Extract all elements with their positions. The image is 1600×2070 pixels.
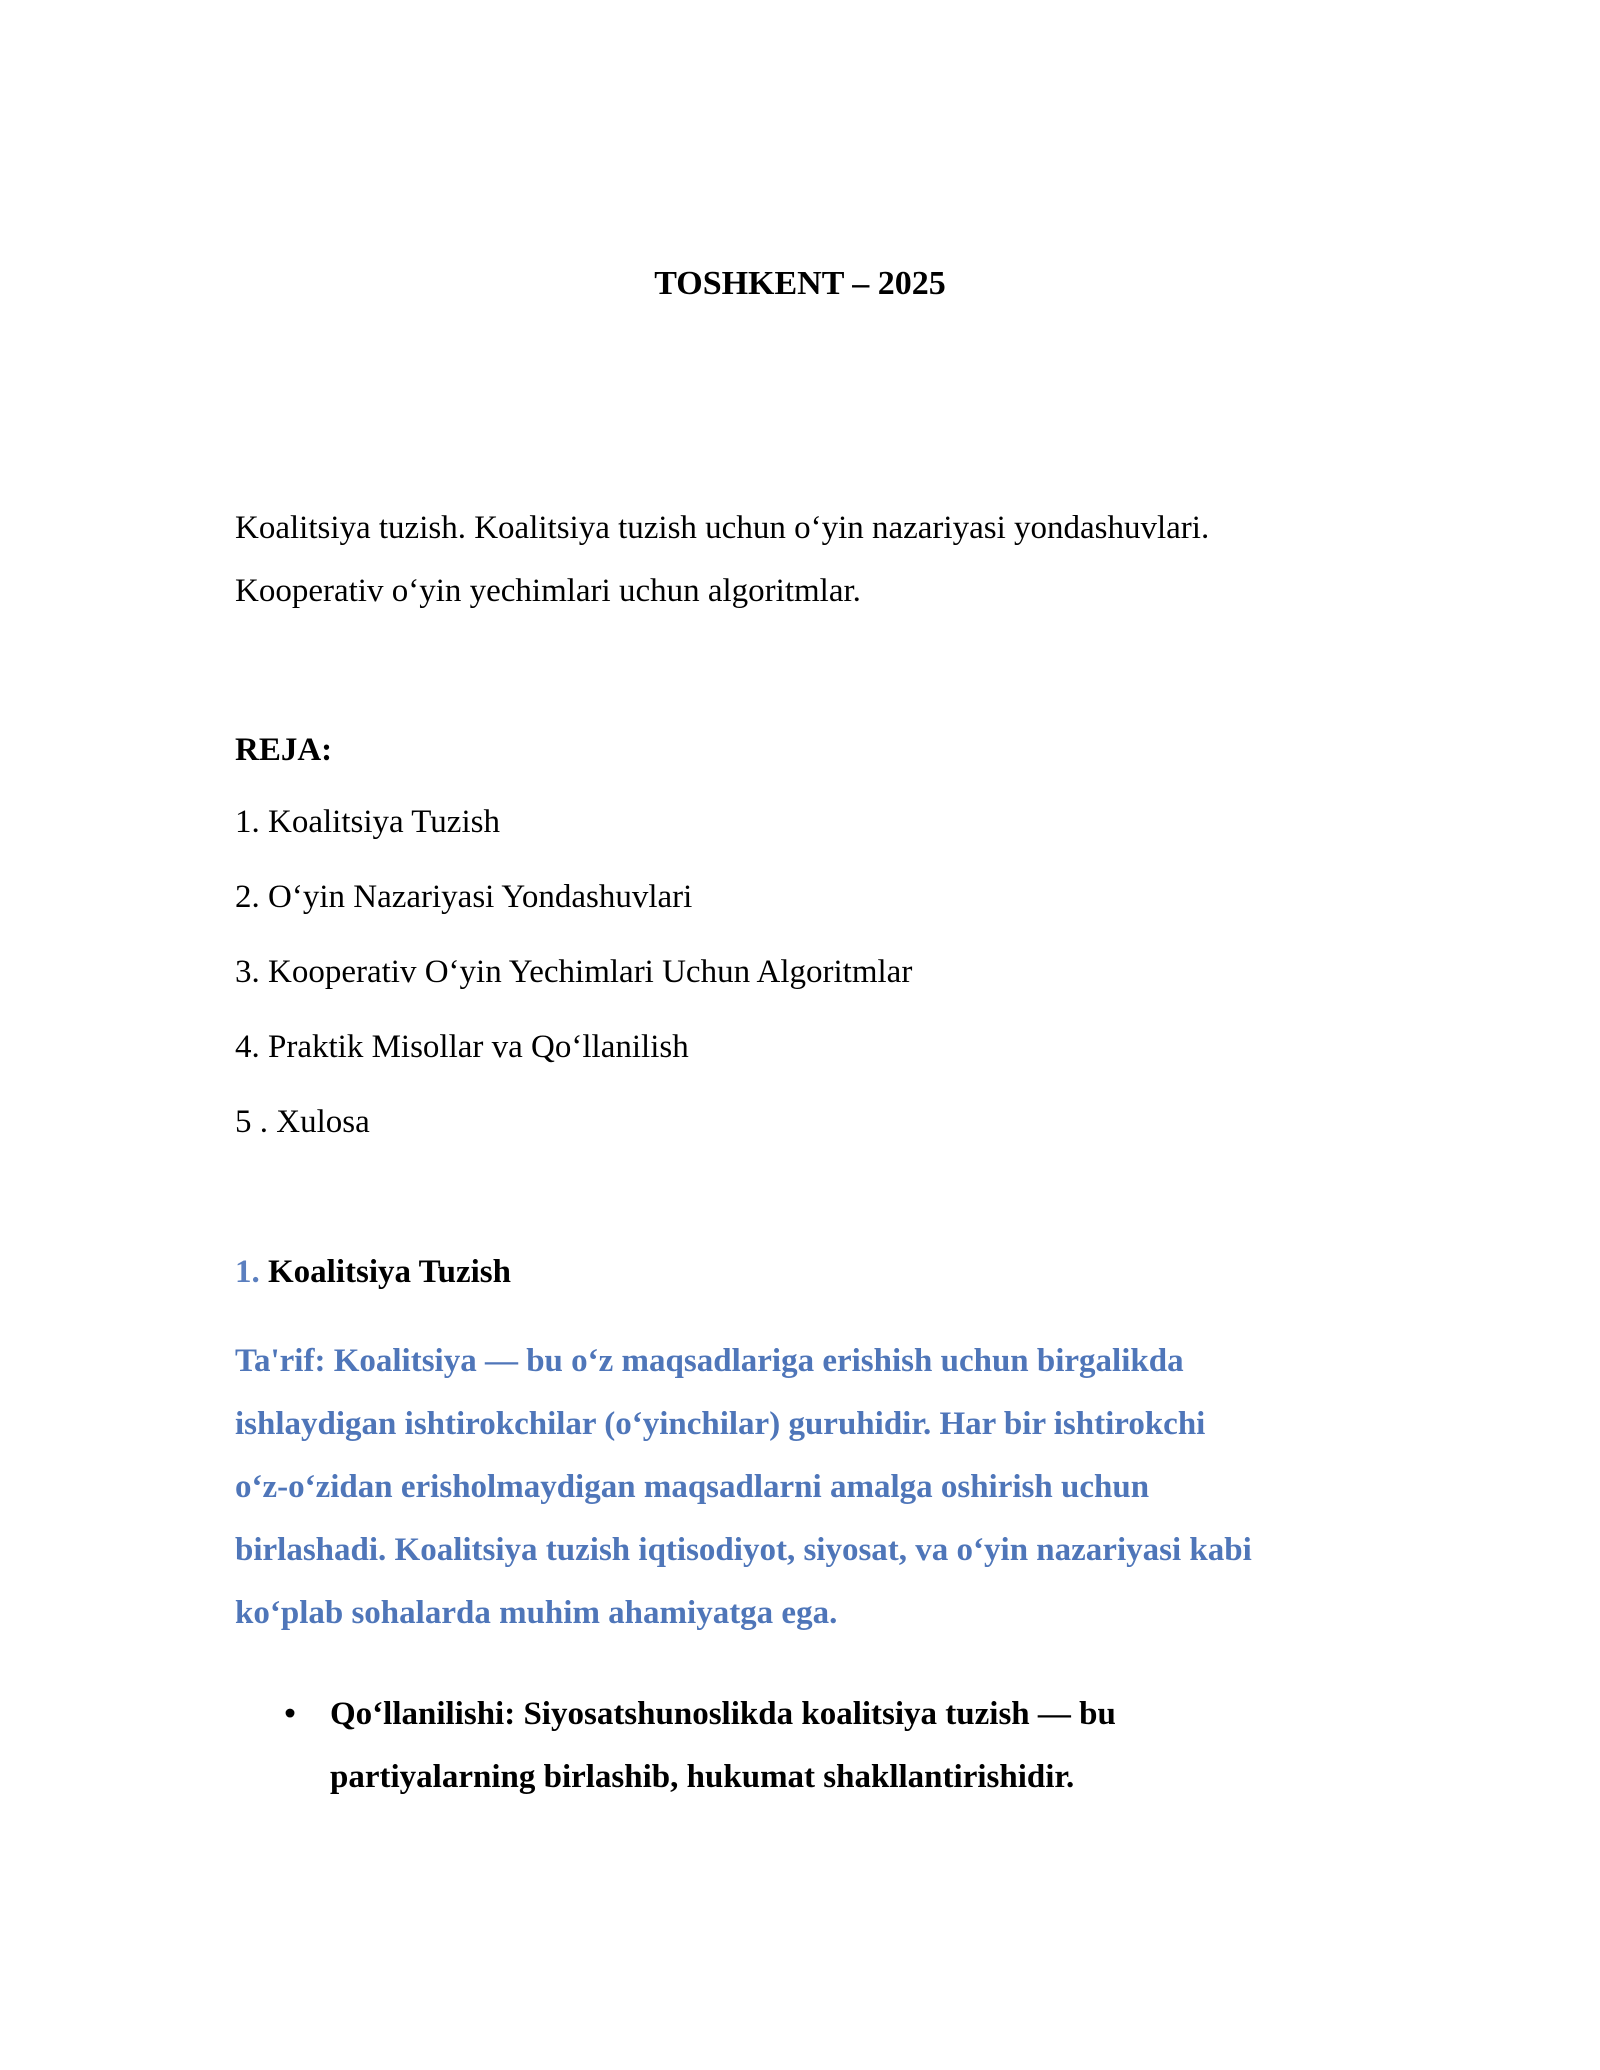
bullet-dot-icon: • xyxy=(284,1696,296,1732)
section-number: 1. xyxy=(235,1254,260,1290)
section-title: Koalitsiya Tuzish xyxy=(259,1254,512,1290)
plan-list xyxy=(235,800,912,1175)
definition-paragraph xyxy=(235,1330,1395,1645)
definition-line: o‘z-o‘zidan erisholmaydigan maqsadlarni amalga oshirish uchun xyxy=(235,1469,1150,1505)
bullet-item xyxy=(280,1683,1340,1809)
bullet-line: partiyalarning birlashib, hukumat shakllantirishidir. xyxy=(330,1759,1075,1795)
plan-item: 3. Kooperativ O‘yin Yechimlari Uchun Algoritmlar xyxy=(235,954,913,990)
definition-line: birlashadi. Koalitsiya tuzish iqtisodiyot, siyosat, va o‘yin nazariyasi kabi xyxy=(235,1532,1252,1568)
plan-item: 1. Koalitsiya Tuzish xyxy=(235,804,500,840)
city-year-title: TOSHKENT – 2025 xyxy=(654,265,946,302)
definition-line: ishlaydigan ishtirokchilar (o‘yinchilar) guruhidir. Har bir ishtirokchi xyxy=(235,1406,1206,1442)
definition-line: ko‘plab sohalarda muhim ahamiyatga ega. xyxy=(235,1595,838,1631)
bullet-line: Qo‘llanilishi: Siyosatshunoslikda koalitsiya tuzish — bu xyxy=(330,1696,1116,1732)
topic-title xyxy=(235,497,1435,623)
bullet-text xyxy=(330,1683,1340,1809)
definition-line: Ta'rif: Koalitsiya — bu o‘z maqsadlariga erishish uchun birgalikda xyxy=(235,1343,1184,1379)
plan-item: 4. Praktik Misollar va Qo‘llanilish xyxy=(235,1029,689,1065)
plan-item: 2. O‘yin Nazariyasi Yondashuvlari xyxy=(235,879,693,915)
topic-line: Koalitsiya tuzish. Koalitsiya tuzish uchun o‘yin nazariyasi yondashuvlari. xyxy=(235,510,1210,546)
section-heading xyxy=(235,1250,511,1294)
topic-line: Kooperativ o‘yin yechimlari uchun algoritmlar. xyxy=(235,573,861,609)
plan-item: 5 . Xulosa xyxy=(235,1104,370,1140)
plan-heading: REJA: xyxy=(235,732,333,768)
